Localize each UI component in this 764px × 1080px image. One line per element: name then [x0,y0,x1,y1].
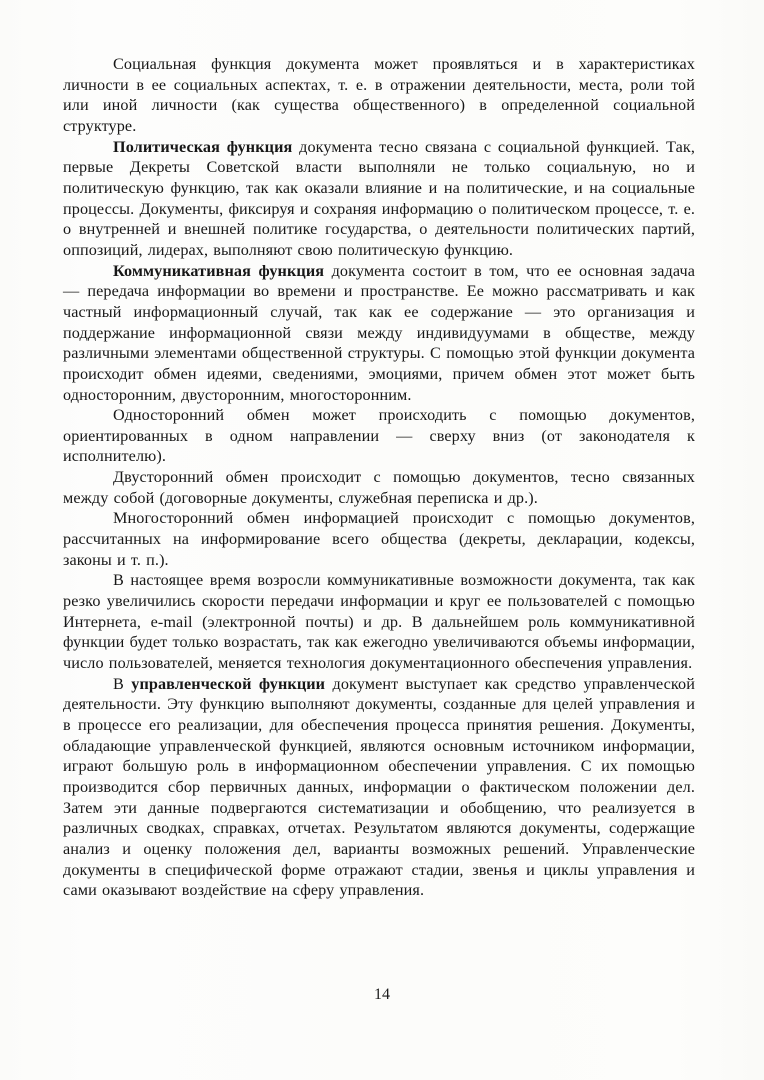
paragraph [63,54,695,137]
text-segment: В [113,674,132,693]
text-segment: документ выступает как средство управленческой деятельности. Эту функцию выполняют документы, созданные для целей управления и в процессе его реализации, для обеспечения процесса принятия решения. Документы, обладающие управленческой функцией, являются основным источником информации, играют большую роль в информационном обеспечении управления. С их помощью производится сбор первичных данных, информации о фактическом положении дел. Затем эти данные подвергаются систематизации и обобщению, что реализуется в различных сводках, справках, отчетах. Результатом являются документы, содержащие анализ и оценку положения дел, варианты возможных решений. Управленческие документы в специфической форме отражают стадии, звенья и циклы управления и сами оказывают воздействие на сферу управления. [63,674,696,900]
text-segment: Многосторонний обмен информацией происходит с помощью документов, рассчитанных на информирование всего общества (декреты, декларации, кодексы, законы и т. п.). [63,509,695,569]
paragraph [63,405,695,467]
bold-text-segment: управленческой функции [131,674,326,693]
page-number: 14 [374,986,390,1003]
text-segment: документа тесно связана с социальной функцией. Так, первые Декреты Советской власти выполняли не только социальную, но и политическую функцию, так как оказали влияние и на политические, и на социальные процессы. Документы, фиксируя и сохраняя информацию о политическом процессе, т. е. о внутренней и внешней политике государства, о деятельности политических партий, оппозиций, лидерах, выполняют свою политическую функцию. [63,137,696,259]
text-segment: документа состоит в том, что ее основная задача — передача информации во времени и пространстве. Ее можно рассматривать и как частный информационный случай, так как ее содержание — это организация и поддержание информационной связи между индивидуумами в обществе, между различными элементами общественной структуры. С помощью этой функции документа происходит обмен идеями, сведениями, эмоциями, причем обмен этот может быть односторонним, двусторонним, многосторонним. [63,261,695,404]
text-segment: Социальная функция документа может проявляться и в характеристиках личности в ее социальных аспектах, т. е. в отражении деятельности, места, роли той или иной личности (как существа общественного) в определенной социальной структуре. [63,55,695,135]
text-segment: В настоящее время возросли коммуникативные возможности документа, так как резко увеличились скорости передачи информации и круг ее пользователей с помощью Интернета, e-mail (электронной почты) и др. В дальнейшем роль коммуникативной функции будет только возрастать, так как ежегодно увеличиваются объемы информации, число пользователей, меняется технология документационного обеспечения управления. [63,571,695,673]
bold-text-segment: Коммуникативная функция [113,261,325,280]
paragraph [63,674,695,901]
paragraph [63,508,695,570]
bold-text-segment: Политическая функция [113,137,293,156]
paragraph [63,467,695,508]
paragraph [63,261,695,406]
paragraph [63,570,695,673]
text-segment: Двусторонний обмен происходит с помощью документов, тесно связанных между собой (договорные документы, служебная переписка и др.). [63,468,695,507]
text-segment: Односторонний обмен может происходить с помощью документов, ориентированных в одном направлении — сверху вниз (от законодателя к исполнителю). [63,406,695,466]
page-text [63,54,695,901]
paragraph [63,137,695,261]
